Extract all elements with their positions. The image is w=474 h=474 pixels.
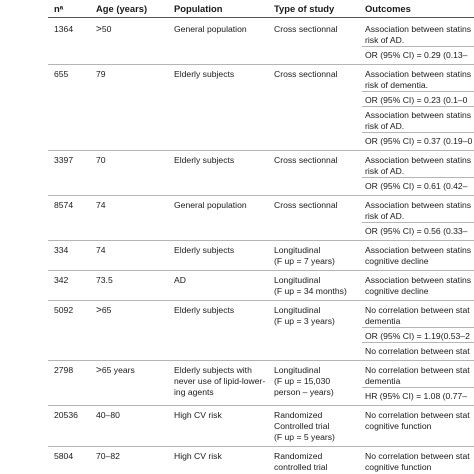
- outcome-rule: [362, 327, 474, 328]
- outcome-line: risk of AD.: [365, 166, 405, 176]
- study-type-line: Controlled trial: [274, 421, 330, 431]
- greater-than-sign: >: [96, 305, 102, 316]
- outcome-line: No correlation between stat: [365, 365, 470, 375]
- age-cell: 40–80: [96, 410, 120, 420]
- table-header: [0, 0, 474, 17]
- study-type-line: Cross sectionnal: [274, 200, 338, 210]
- table-row: [0, 301, 474, 361]
- population-line: General population: [174, 200, 247, 210]
- column-header-age: Age (years): [96, 3, 148, 14]
- outcome-line: OR (95% CI) = 0.37 (0.19–0: [365, 136, 473, 146]
- population-line: High CV risk: [174, 410, 222, 420]
- population-line: Elderly subjects: [174, 69, 235, 79]
- column-header-outcomes: Outcomes: [365, 3, 411, 14]
- age-cell: 79: [96, 69, 106, 79]
- population-line: Elderly subjects: [174, 155, 235, 165]
- study-type-line: Longitudinal: [274, 305, 321, 315]
- table-row: [0, 447, 474, 474]
- outcome-rule: [362, 342, 474, 343]
- study-type-line: (F up = 34 months): [274, 286, 347, 296]
- table-row: [0, 241, 474, 271]
- table-row: [0, 151, 474, 196]
- outcome-line: No correlation between stat: [365, 451, 470, 461]
- table-row: [0, 20, 474, 65]
- greater-than-sign: >: [96, 24, 102, 35]
- outcome-line: risk of AD.: [365, 121, 405, 131]
- age-cell: >65 years: [96, 365, 135, 376]
- n-cell: 5804: [54, 451, 74, 461]
- outcome-line: cognitive function: [365, 421, 432, 431]
- study-type-line: (F up = 15,030: [274, 376, 331, 386]
- study-type-line: Randomized: [274, 451, 323, 461]
- study-type-line: Cross sectionnal: [274, 69, 338, 79]
- study-type-line: (F up = 3 years): [274, 316, 335, 326]
- age-cell: 70–82: [96, 451, 120, 461]
- study-type-line: Longitudinal: [274, 245, 321, 255]
- outcome-line: Association between statins: [365, 24, 472, 34]
- outcome-line: No correlation between stat: [365, 410, 470, 420]
- n-cell: 8574: [54, 200, 74, 210]
- outcome-line: risk of dementia.: [365, 80, 429, 90]
- outcome-rule: [362, 177, 474, 178]
- table-row: [0, 196, 474, 241]
- outcome-rule: [362, 106, 474, 107]
- n-cell: 5092: [54, 305, 74, 315]
- outcome-rule: [362, 91, 474, 92]
- outcome-line: dementia: [365, 316, 401, 326]
- outcome-line: Association between statins: [365, 110, 472, 120]
- column-header-type: Type of study: [274, 3, 335, 14]
- outcome-line: Association between statins: [365, 155, 472, 165]
- n-cell: 334: [54, 245, 69, 255]
- outcome-line: Association between statins: [365, 245, 472, 255]
- table-row: [0, 361, 474, 406]
- study-type-line: (F up = 7 years): [274, 256, 335, 266]
- age-cell: >65: [96, 305, 112, 316]
- population-line: General population: [174, 24, 247, 34]
- column-header-n: nᵃ: [54, 3, 64, 14]
- outcome-rule: [362, 222, 474, 223]
- age-cell: 74: [96, 200, 106, 210]
- population-line: Elderly subjects with: [174, 365, 252, 375]
- age-cell: 70: [96, 155, 106, 165]
- outcome-line: No correlation between stat: [365, 346, 470, 356]
- outcome-line: HR (95% CI) = 1.08 (0.77–: [365, 391, 467, 401]
- n-cell: 342: [54, 275, 69, 285]
- outcome-line: OR (95% CI) = 0.23 (0.1–0: [365, 95, 468, 105]
- study-type-line: (F up = 5 years): [274, 432, 335, 442]
- outcome-line: OR (95% CI) = 0.56 (0.33–: [365, 226, 468, 236]
- study-type-line: controlled trial: [274, 462, 328, 472]
- n-cell: 655: [54, 69, 69, 79]
- greater-than-sign: >: [96, 365, 102, 376]
- header-rule: [48, 17, 474, 18]
- population-line: ing agents: [174, 387, 214, 397]
- n-cell: 20536: [54, 410, 78, 420]
- outcome-line: Association between statins: [365, 69, 472, 79]
- outcome-line: OR (95% CI) = 0.61 (0.42–: [365, 181, 468, 191]
- outcome-line: cognitive decline: [365, 256, 429, 266]
- outcome-line: Association between statins: [365, 200, 472, 210]
- outcome-line: risk of AD.: [365, 211, 405, 221]
- outcome-rule: [362, 46, 474, 47]
- outcome-line: dementia: [365, 376, 401, 386]
- outcome-line: risk of AD.: [365, 35, 405, 45]
- study-type-line: Cross sectionnal: [274, 24, 338, 34]
- study-type-line: Longitudinal: [274, 275, 321, 285]
- outcome-rule: [362, 387, 474, 388]
- table-row: [0, 65, 474, 151]
- population-line: High CV risk: [174, 451, 222, 461]
- outcome-rule: [362, 132, 474, 133]
- table-row: [0, 406, 474, 447]
- study-type-line: person – years): [274, 387, 334, 397]
- study-type-line: Longitudinal: [274, 365, 321, 375]
- n-cell: 1364: [54, 24, 74, 34]
- population-line: AD: [174, 275, 186, 285]
- study-type-line: Cross sectionnal: [274, 155, 338, 165]
- outcome-line: Association between statins: [365, 275, 472, 285]
- outcome-line: OR (95% CI) = 1.19(0.53–2: [365, 331, 470, 341]
- population-line: Elderly subjects: [174, 245, 235, 255]
- study-type-line: Randomized: [274, 410, 323, 420]
- population-line: never use of lipid-lower-: [174, 376, 266, 386]
- table-row: [0, 271, 474, 301]
- population-line: Elderly subjects: [174, 305, 235, 315]
- outcome-line: cognitive function: [365, 462, 432, 472]
- n-cell: 3397: [54, 155, 74, 165]
- outcome-line: cognitive decline: [365, 286, 429, 296]
- age-cell: 73.5: [96, 275, 113, 285]
- age-cell: 74: [96, 245, 106, 255]
- age-cell: >50: [96, 24, 112, 35]
- column-header-population: Population: [174, 3, 223, 14]
- n-cell: 2798: [54, 365, 74, 375]
- outcome-line: No correlation between stat: [365, 305, 470, 315]
- outcome-line: OR (95% CI) = 0.29 (0.13–: [365, 50, 468, 60]
